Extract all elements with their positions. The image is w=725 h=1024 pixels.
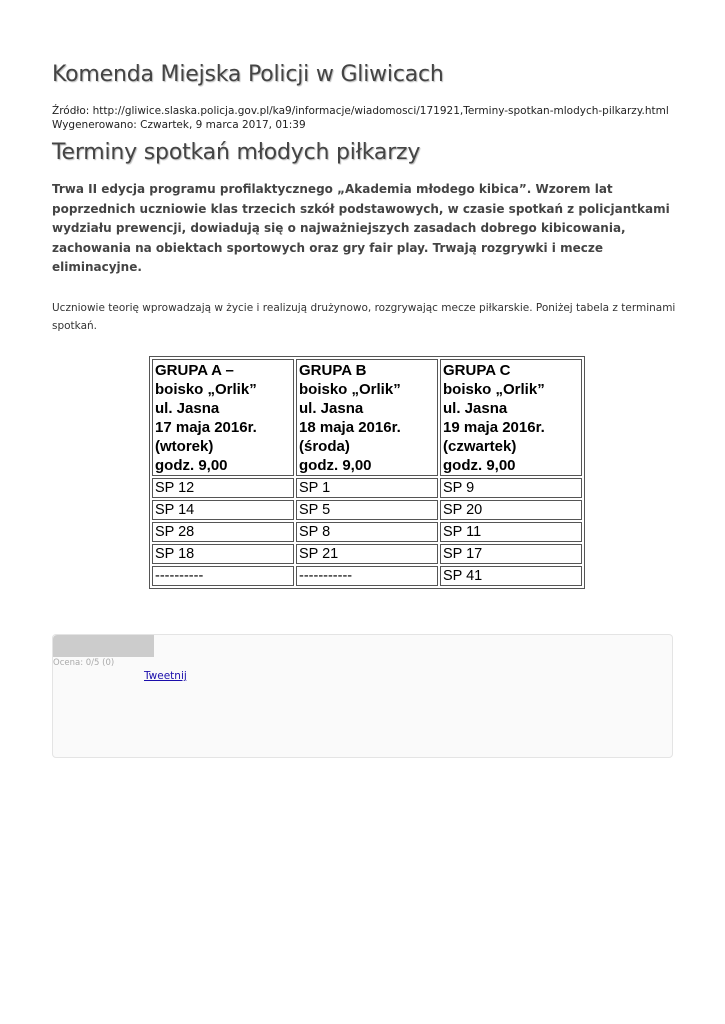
header-group-c: [440, 359, 582, 476]
table-row: [152, 500, 582, 520]
table-cell: SP 41: [440, 566, 582, 586]
header-line: (czwartek): [443, 438, 517, 455]
source-line: Źródło: http://gliwice.slaska.policja.gov.pl/ka9/informacje/wiadomosci/171921,Terminy-spotkan-mlodych-pilkarzy.html: [52, 105, 669, 117]
table-cell: SP 8: [296, 522, 438, 542]
article-lead: Trwa II edycja programu profilaktycznego „Akademia młodego kibica”. Wzorem lat poprzednich uczniowie klas trzecich szkół podstawowych, w czasie spotkań z policjantkami wydziału prewencji, dowiadują się o najważniejszych zasadach dobrego kibicowania, zachowania na obiektach sportowych oraz gry fair play. Trwają rozgrywki i mecze eliminacyjne.: [52, 182, 670, 274]
table-cell: SP 18: [152, 544, 294, 564]
article-body: Uczniowie teorię wprowadzają w życie i realizują drużynowo, rozgrywając mecze piłkarskie. Poniżej tabela z terminami spotkań.: [52, 302, 676, 332]
header-line: GRUPA B: [299, 362, 367, 379]
table-cell: SP 21: [296, 544, 438, 564]
schedule-header-row: [152, 359, 582, 476]
header-line: GRUPA A –: [155, 362, 234, 379]
table-cell: SP 20: [440, 500, 582, 520]
header-group-b: [296, 359, 438, 476]
header-line: ul. Jasna: [155, 400, 220, 417]
table-cell: SP 28: [152, 522, 294, 542]
header-line: godz. 9,00: [443, 457, 516, 474]
header-line: boisko „Orlik”: [443, 381, 545, 398]
schedule-table: [149, 356, 585, 589]
table-row: [152, 566, 582, 586]
tweet-link[interactable]: Tweetnij: [144, 670, 187, 682]
header-line: boisko „Orlik”: [155, 381, 257, 398]
generated-line: Wygenerowano: Czwartek, 9 marca 2017, 01:39: [52, 119, 306, 131]
header-group-a: [152, 359, 294, 476]
header-line: ul. Jasna: [443, 400, 508, 417]
header-line: (wtorek): [155, 438, 214, 455]
table-row: [152, 522, 582, 542]
header-line: 17 maja 2016r.: [155, 419, 257, 436]
table-row: [152, 478, 582, 498]
article-title: Terminy spotkań młodych piłkarzy: [52, 140, 421, 165]
site-title: Komenda Miejska Policji w Gliwicach: [52, 62, 444, 87]
rating-panel: [52, 634, 673, 758]
header-line: godz. 9,00: [155, 457, 228, 474]
table-row: [152, 544, 582, 564]
header-line: godz. 9,00: [299, 457, 372, 474]
header-line: (środa): [299, 438, 350, 455]
meta-info: [52, 104, 669, 132]
header-line: 19 maja 2016r.: [443, 419, 545, 436]
header-line: GRUPA C: [443, 362, 511, 379]
rating-stars-bar[interactable]: [53, 635, 154, 657]
table-cell: SP 12: [152, 478, 294, 498]
table-cell: SP 17: [440, 544, 582, 564]
header-line: boisko „Orlik”: [299, 381, 401, 398]
table-cell: SP 5: [296, 500, 438, 520]
header-line: 18 maja 2016r.: [299, 419, 401, 436]
header-line: ul. Jasna: [299, 400, 364, 417]
table-cell: SP 9: [440, 478, 582, 498]
table-cell: ----------: [152, 566, 294, 586]
rating-text: Ocena: 0/5 (0): [53, 658, 115, 668]
table-cell: -----------: [296, 566, 438, 586]
table-cell: SP 1: [296, 478, 438, 498]
table-cell: SP 11: [440, 522, 582, 542]
table-cell: SP 14: [152, 500, 294, 520]
